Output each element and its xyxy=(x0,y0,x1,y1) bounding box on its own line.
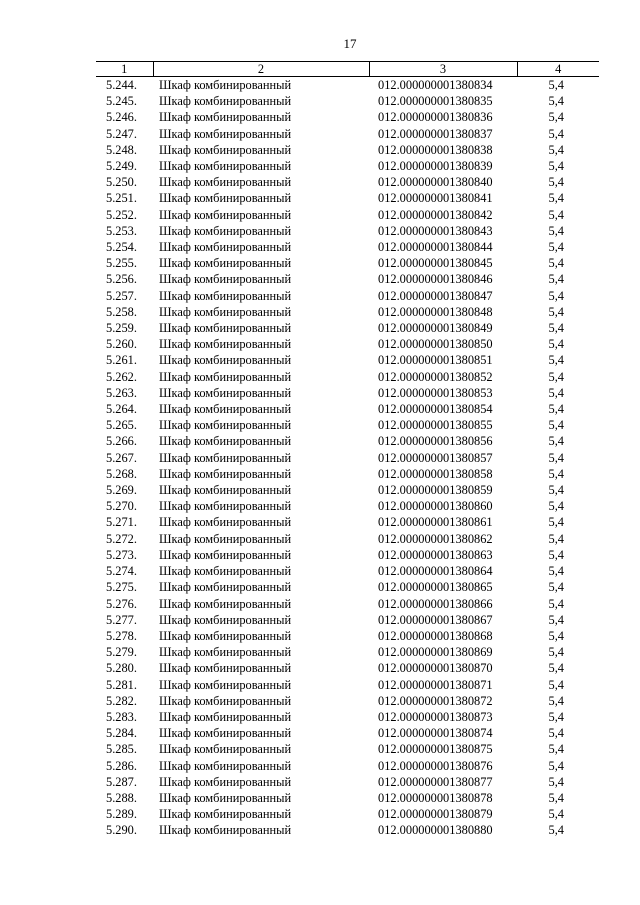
item-value: 5,4 xyxy=(548,628,564,643)
table-header xyxy=(96,62,599,77)
row-number: 5.278. xyxy=(106,628,137,643)
row-number: 5.255. xyxy=(106,256,137,271)
row-number: 5.252. xyxy=(106,207,137,222)
header-col-1: 1 xyxy=(96,62,153,77)
item-value: 5,4 xyxy=(548,94,564,109)
inventory-code: 012.000000001380842 xyxy=(378,207,493,222)
table-row xyxy=(96,628,599,644)
item-value: 5,4 xyxy=(548,126,564,141)
inventory-code: 012.000000001380849 xyxy=(378,321,493,336)
item-value: 5,4 xyxy=(548,564,564,579)
table-row xyxy=(96,223,599,239)
inventory-code: 012.000000001380845 xyxy=(378,256,493,271)
page-number: 17 xyxy=(343,36,357,51)
row-number: 5.244. xyxy=(106,78,137,92)
inventory-code: 012.000000001380835 xyxy=(378,94,493,109)
item-value: 5,4 xyxy=(548,466,564,481)
inventory-code: 012.000000001380844 xyxy=(378,240,493,255)
table-row xyxy=(96,514,599,530)
row-number: 5.259. xyxy=(106,321,137,336)
inventory-code: 012.000000001380855 xyxy=(378,418,493,433)
item-name: Шкаф комбинированный xyxy=(159,159,292,174)
row-number: 5.254. xyxy=(106,240,137,255)
table-row xyxy=(96,725,599,741)
item-value: 5,4 xyxy=(548,807,564,822)
inventory-code: 012.000000001380839 xyxy=(378,159,493,174)
table-row xyxy=(96,758,599,774)
table-row xyxy=(96,207,599,223)
header-row xyxy=(96,62,599,77)
row-number: 5.271. xyxy=(106,515,137,530)
row-number: 5.263. xyxy=(106,385,137,400)
item-value: 5,4 xyxy=(548,240,564,255)
item-name: Шкаф комбинированный xyxy=(159,547,292,562)
item-value: 5,4 xyxy=(548,256,564,271)
row-number: 5.283. xyxy=(106,709,137,724)
inventory-code: 012.000000001380873 xyxy=(378,709,493,724)
table-row xyxy=(96,709,599,725)
row-number: 5.282. xyxy=(106,693,137,708)
inventory-code: 012.000000001380861 xyxy=(378,515,493,530)
inventory-code: 012.000000001380872 xyxy=(378,693,493,708)
inventory-code: 012.000000001380863 xyxy=(378,547,493,562)
inventory-code: 012.000000001380878 xyxy=(378,790,493,805)
item-value: 5,4 xyxy=(548,823,564,838)
item-value: 5,4 xyxy=(548,110,564,125)
inventory-code: 012.000000001380851 xyxy=(378,353,493,368)
row-number: 5.279. xyxy=(106,645,137,660)
table-row xyxy=(96,174,599,190)
table-row xyxy=(96,693,599,709)
item-name: Шкаф комбинированный xyxy=(159,499,292,514)
table-row xyxy=(96,77,599,94)
row-number: 5.267. xyxy=(106,450,137,465)
row-number: 5.248. xyxy=(106,142,137,157)
inventory-code: 012.000000001380865 xyxy=(378,580,493,595)
row-number: 5.274. xyxy=(106,564,137,579)
item-name: Шкаф комбинированный xyxy=(159,434,292,449)
row-number: 5.266. xyxy=(106,434,137,449)
inventory-code: 012.000000001380847 xyxy=(378,288,493,303)
row-number: 5.256. xyxy=(106,272,137,287)
table-row xyxy=(96,660,599,676)
row-number: 5.257. xyxy=(106,288,137,303)
item-value: 5,4 xyxy=(548,709,564,724)
row-number: 5.286. xyxy=(106,758,137,773)
inventory-code: 012.000000001380838 xyxy=(378,142,493,157)
row-number: 5.250. xyxy=(106,175,137,190)
item-value: 5,4 xyxy=(548,337,564,352)
table-row xyxy=(96,255,599,271)
item-name: Шкаф комбинированный xyxy=(159,418,292,433)
inventory-code: 012.000000001380866 xyxy=(378,596,493,611)
table-row xyxy=(96,774,599,790)
inventory-code: 012.000000001380876 xyxy=(378,758,493,773)
row-number: 5.288. xyxy=(106,790,137,805)
inventory-code: 012.000000001380868 xyxy=(378,628,493,643)
row-number: 5.264. xyxy=(106,402,137,417)
table-row xyxy=(96,239,599,255)
item-value: 5,4 xyxy=(548,385,564,400)
row-number: 5.265. xyxy=(106,418,137,433)
row-number: 5.273. xyxy=(106,547,137,562)
table-row xyxy=(96,417,599,433)
header-col-3: 3 xyxy=(369,62,517,77)
item-value: 5,4 xyxy=(548,693,564,708)
inventory-code: 012.000000001380877 xyxy=(378,774,493,789)
item-name: Шкаф комбинированный xyxy=(159,78,292,92)
item-name: Шкаф комбинированный xyxy=(159,288,292,303)
row-number: 5.261. xyxy=(106,353,137,368)
item-value: 5,4 xyxy=(548,742,564,757)
row-number: 5.281. xyxy=(106,677,137,692)
table-row xyxy=(96,126,599,142)
table-row xyxy=(96,822,599,838)
inventory-code: 012.000000001380870 xyxy=(378,661,493,676)
table-row xyxy=(96,741,599,757)
item-name: Шкаф комбинированный xyxy=(159,596,292,611)
inventory-code: 012.000000001380846 xyxy=(378,272,493,287)
row-number: 5.258. xyxy=(106,304,137,319)
inventory-table xyxy=(96,61,599,839)
table-row xyxy=(96,320,599,336)
row-number: 5.290. xyxy=(106,823,137,838)
item-name: Шкаф комбинированный xyxy=(159,175,292,190)
inventory-code: 012.000000001380875 xyxy=(378,742,493,757)
item-value: 5,4 xyxy=(548,175,564,190)
item-name: Шкаф комбинированный xyxy=(159,466,292,481)
item-name: Шкаф комбинированный xyxy=(159,531,292,546)
inventory-code: 012.000000001380858 xyxy=(378,466,493,481)
table-row xyxy=(96,596,599,612)
item-name: Шкаф комбинированный xyxy=(159,142,292,157)
row-number: 5.260. xyxy=(106,337,137,352)
inventory-code: 012.000000001380853 xyxy=(378,385,493,400)
inventory-code: 012.000000001380874 xyxy=(378,726,493,741)
item-name: Шкаф комбинированный xyxy=(159,256,292,271)
item-name: Шкаф комбинированный xyxy=(159,758,292,773)
table-row xyxy=(96,498,599,514)
item-value: 5,4 xyxy=(548,207,564,222)
inventory-code: 012.000000001380864 xyxy=(378,564,493,579)
row-number: 5.269. xyxy=(106,483,137,498)
row-number: 5.270. xyxy=(106,499,137,514)
row-number: 5.289. xyxy=(106,807,137,822)
table-row xyxy=(96,433,599,449)
item-value: 5,4 xyxy=(548,304,564,319)
table-row xyxy=(96,93,599,109)
item-value: 5,4 xyxy=(548,450,564,465)
inventory-code: 012.000000001380843 xyxy=(378,223,493,238)
item-value: 5,4 xyxy=(548,402,564,417)
table-row xyxy=(96,304,599,320)
table-row xyxy=(96,563,599,579)
item-name: Шкаф комбинированный xyxy=(159,337,292,352)
row-number: 5.277. xyxy=(106,612,137,627)
row-number: 5.247. xyxy=(106,126,137,141)
item-value: 5,4 xyxy=(548,515,564,530)
item-value: 5,4 xyxy=(548,272,564,287)
item-name: Шкаф комбинированный xyxy=(159,774,292,789)
item-name: Шкаф комбинированный xyxy=(159,645,292,660)
item-name: Шкаф комбинированный xyxy=(159,807,292,822)
item-value: 5,4 xyxy=(548,758,564,773)
row-number: 5.253. xyxy=(106,223,137,238)
table-body xyxy=(96,77,599,839)
inventory-code: 012.000000001380840 xyxy=(378,175,493,190)
item-value: 5,4 xyxy=(548,223,564,238)
table-row xyxy=(96,190,599,206)
table-row xyxy=(96,482,599,498)
item-name: Шкаф комбинированный xyxy=(159,126,292,141)
inventory-code: 012.000000001380854 xyxy=(378,402,493,417)
item-value: 5,4 xyxy=(548,580,564,595)
table-row xyxy=(96,401,599,417)
item-value: 5,4 xyxy=(548,645,564,660)
row-number: 5.262. xyxy=(106,369,137,384)
inventory-code: 012.000000001380852 xyxy=(378,369,493,384)
item-name: Шкаф комбинированный xyxy=(159,385,292,400)
table-row xyxy=(96,369,599,385)
item-name: Шкаф комбинированный xyxy=(159,677,292,692)
item-value: 5,4 xyxy=(548,159,564,174)
item-value: 5,4 xyxy=(548,499,564,514)
item-value: 5,4 xyxy=(548,369,564,384)
item-name: Шкаф комбинированный xyxy=(159,661,292,676)
header-col-2: 2 xyxy=(153,62,369,77)
row-number: 5.275. xyxy=(106,580,137,595)
item-name: Шкаф комбинированный xyxy=(159,272,292,287)
item-name: Шкаф комбинированный xyxy=(159,450,292,465)
item-name: Шкаф комбинированный xyxy=(159,353,292,368)
item-value: 5,4 xyxy=(548,596,564,611)
row-number: 5.251. xyxy=(106,191,137,206)
inventory-code: 012.000000001380880 xyxy=(378,823,493,838)
row-number: 5.280. xyxy=(106,661,137,676)
item-value: 5,4 xyxy=(548,78,564,92)
item-name: Шкаф комбинированный xyxy=(159,110,292,125)
item-value: 5,4 xyxy=(548,726,564,741)
table-row xyxy=(96,677,599,693)
table-row xyxy=(96,271,599,287)
item-name: Шкаф комбинированный xyxy=(159,191,292,206)
item-name: Шкаф комбинированный xyxy=(159,709,292,724)
inventory-code: 012.000000001380856 xyxy=(378,434,493,449)
item-value: 5,4 xyxy=(548,612,564,627)
item-name: Шкаф комбинированный xyxy=(159,823,292,838)
item-value: 5,4 xyxy=(548,142,564,157)
item-name: Шкаф комбинированный xyxy=(159,580,292,595)
table-row xyxy=(96,109,599,125)
row-number: 5.245. xyxy=(106,94,137,109)
item-name: Шкаф комбинированный xyxy=(159,564,292,579)
inventory-code: 012.000000001380871 xyxy=(378,677,493,692)
inventory-code: 012.000000001380859 xyxy=(378,483,493,498)
item-name: Шкаф комбинированный xyxy=(159,321,292,336)
item-name: Шкаф комбинированный xyxy=(159,726,292,741)
item-value: 5,4 xyxy=(548,434,564,449)
inventory-code: 012.000000001380836 xyxy=(378,110,493,125)
item-value: 5,4 xyxy=(548,288,564,303)
table-row xyxy=(96,644,599,660)
table-row xyxy=(96,352,599,368)
item-value: 5,4 xyxy=(548,531,564,546)
inventory-code: 012.000000001380867 xyxy=(378,612,493,627)
inventory-code: 012.000000001380869 xyxy=(378,645,493,660)
item-name: Шкаф комбинированный xyxy=(159,369,292,384)
inventory-code: 012.000000001380841 xyxy=(378,191,493,206)
inventory-code: 012.000000001380837 xyxy=(378,126,493,141)
row-number: 5.246. xyxy=(106,110,137,125)
table-row xyxy=(96,466,599,482)
row-number: 5.287. xyxy=(106,774,137,789)
item-value: 5,4 xyxy=(548,774,564,789)
item-value: 5,4 xyxy=(548,418,564,433)
item-name: Шкаф комбинированный xyxy=(159,207,292,222)
table-row xyxy=(96,790,599,806)
header-col-4: 4 xyxy=(517,62,599,77)
row-number: 5.276. xyxy=(106,596,137,611)
item-name: Шкаф комбинированный xyxy=(159,515,292,530)
item-name: Шкаф комбинированный xyxy=(159,693,292,708)
item-name: Шкаф комбинированный xyxy=(159,304,292,319)
item-name: Шкаф комбинированный xyxy=(159,483,292,498)
item-name: Шкаф комбинированный xyxy=(159,742,292,757)
item-name: Шкаф комбинированный xyxy=(159,402,292,417)
table-row xyxy=(96,806,599,822)
row-number: 5.272. xyxy=(106,531,137,546)
inventory-code: 012.000000001380857 xyxy=(378,450,493,465)
row-number: 5.285. xyxy=(106,742,137,757)
table-row xyxy=(96,336,599,352)
row-number: 5.284. xyxy=(106,726,137,741)
item-value: 5,4 xyxy=(548,483,564,498)
item-value: 5,4 xyxy=(548,661,564,676)
item-name: Шкаф комбинированный xyxy=(159,628,292,643)
item-value: 5,4 xyxy=(548,790,564,805)
row-number: 5.249. xyxy=(106,159,137,174)
item-name: Шкаф комбинированный xyxy=(159,790,292,805)
inventory-code: 012.000000001380834 xyxy=(378,78,493,92)
inventory-code: 012.000000001380860 xyxy=(378,499,493,514)
table-row xyxy=(96,547,599,563)
item-value: 5,4 xyxy=(548,321,564,336)
row-number: 5.268. xyxy=(106,466,137,481)
item-name: Шкаф комбинированный xyxy=(159,612,292,627)
table-row xyxy=(96,531,599,547)
table-row xyxy=(96,288,599,304)
inventory-code: 012.000000001380862 xyxy=(378,531,493,546)
table-row xyxy=(96,450,599,466)
item-value: 5,4 xyxy=(548,547,564,562)
item-name: Шкаф комбинированный xyxy=(159,94,292,109)
inventory-code: 012.000000001380850 xyxy=(378,337,493,352)
item-value: 5,4 xyxy=(548,191,564,206)
item-name: Шкаф комбинированный xyxy=(159,223,292,238)
table-row xyxy=(96,385,599,401)
item-value: 5,4 xyxy=(548,353,564,368)
item-value: 5,4 xyxy=(548,677,564,692)
table-row xyxy=(96,142,599,158)
inventory-code: 012.000000001380879 xyxy=(378,807,493,822)
table-row xyxy=(96,579,599,595)
table-row xyxy=(96,612,599,628)
inventory-code: 012.000000001380848 xyxy=(378,304,493,319)
item-name: Шкаф комбинированный xyxy=(159,240,292,255)
table-row xyxy=(96,158,599,174)
